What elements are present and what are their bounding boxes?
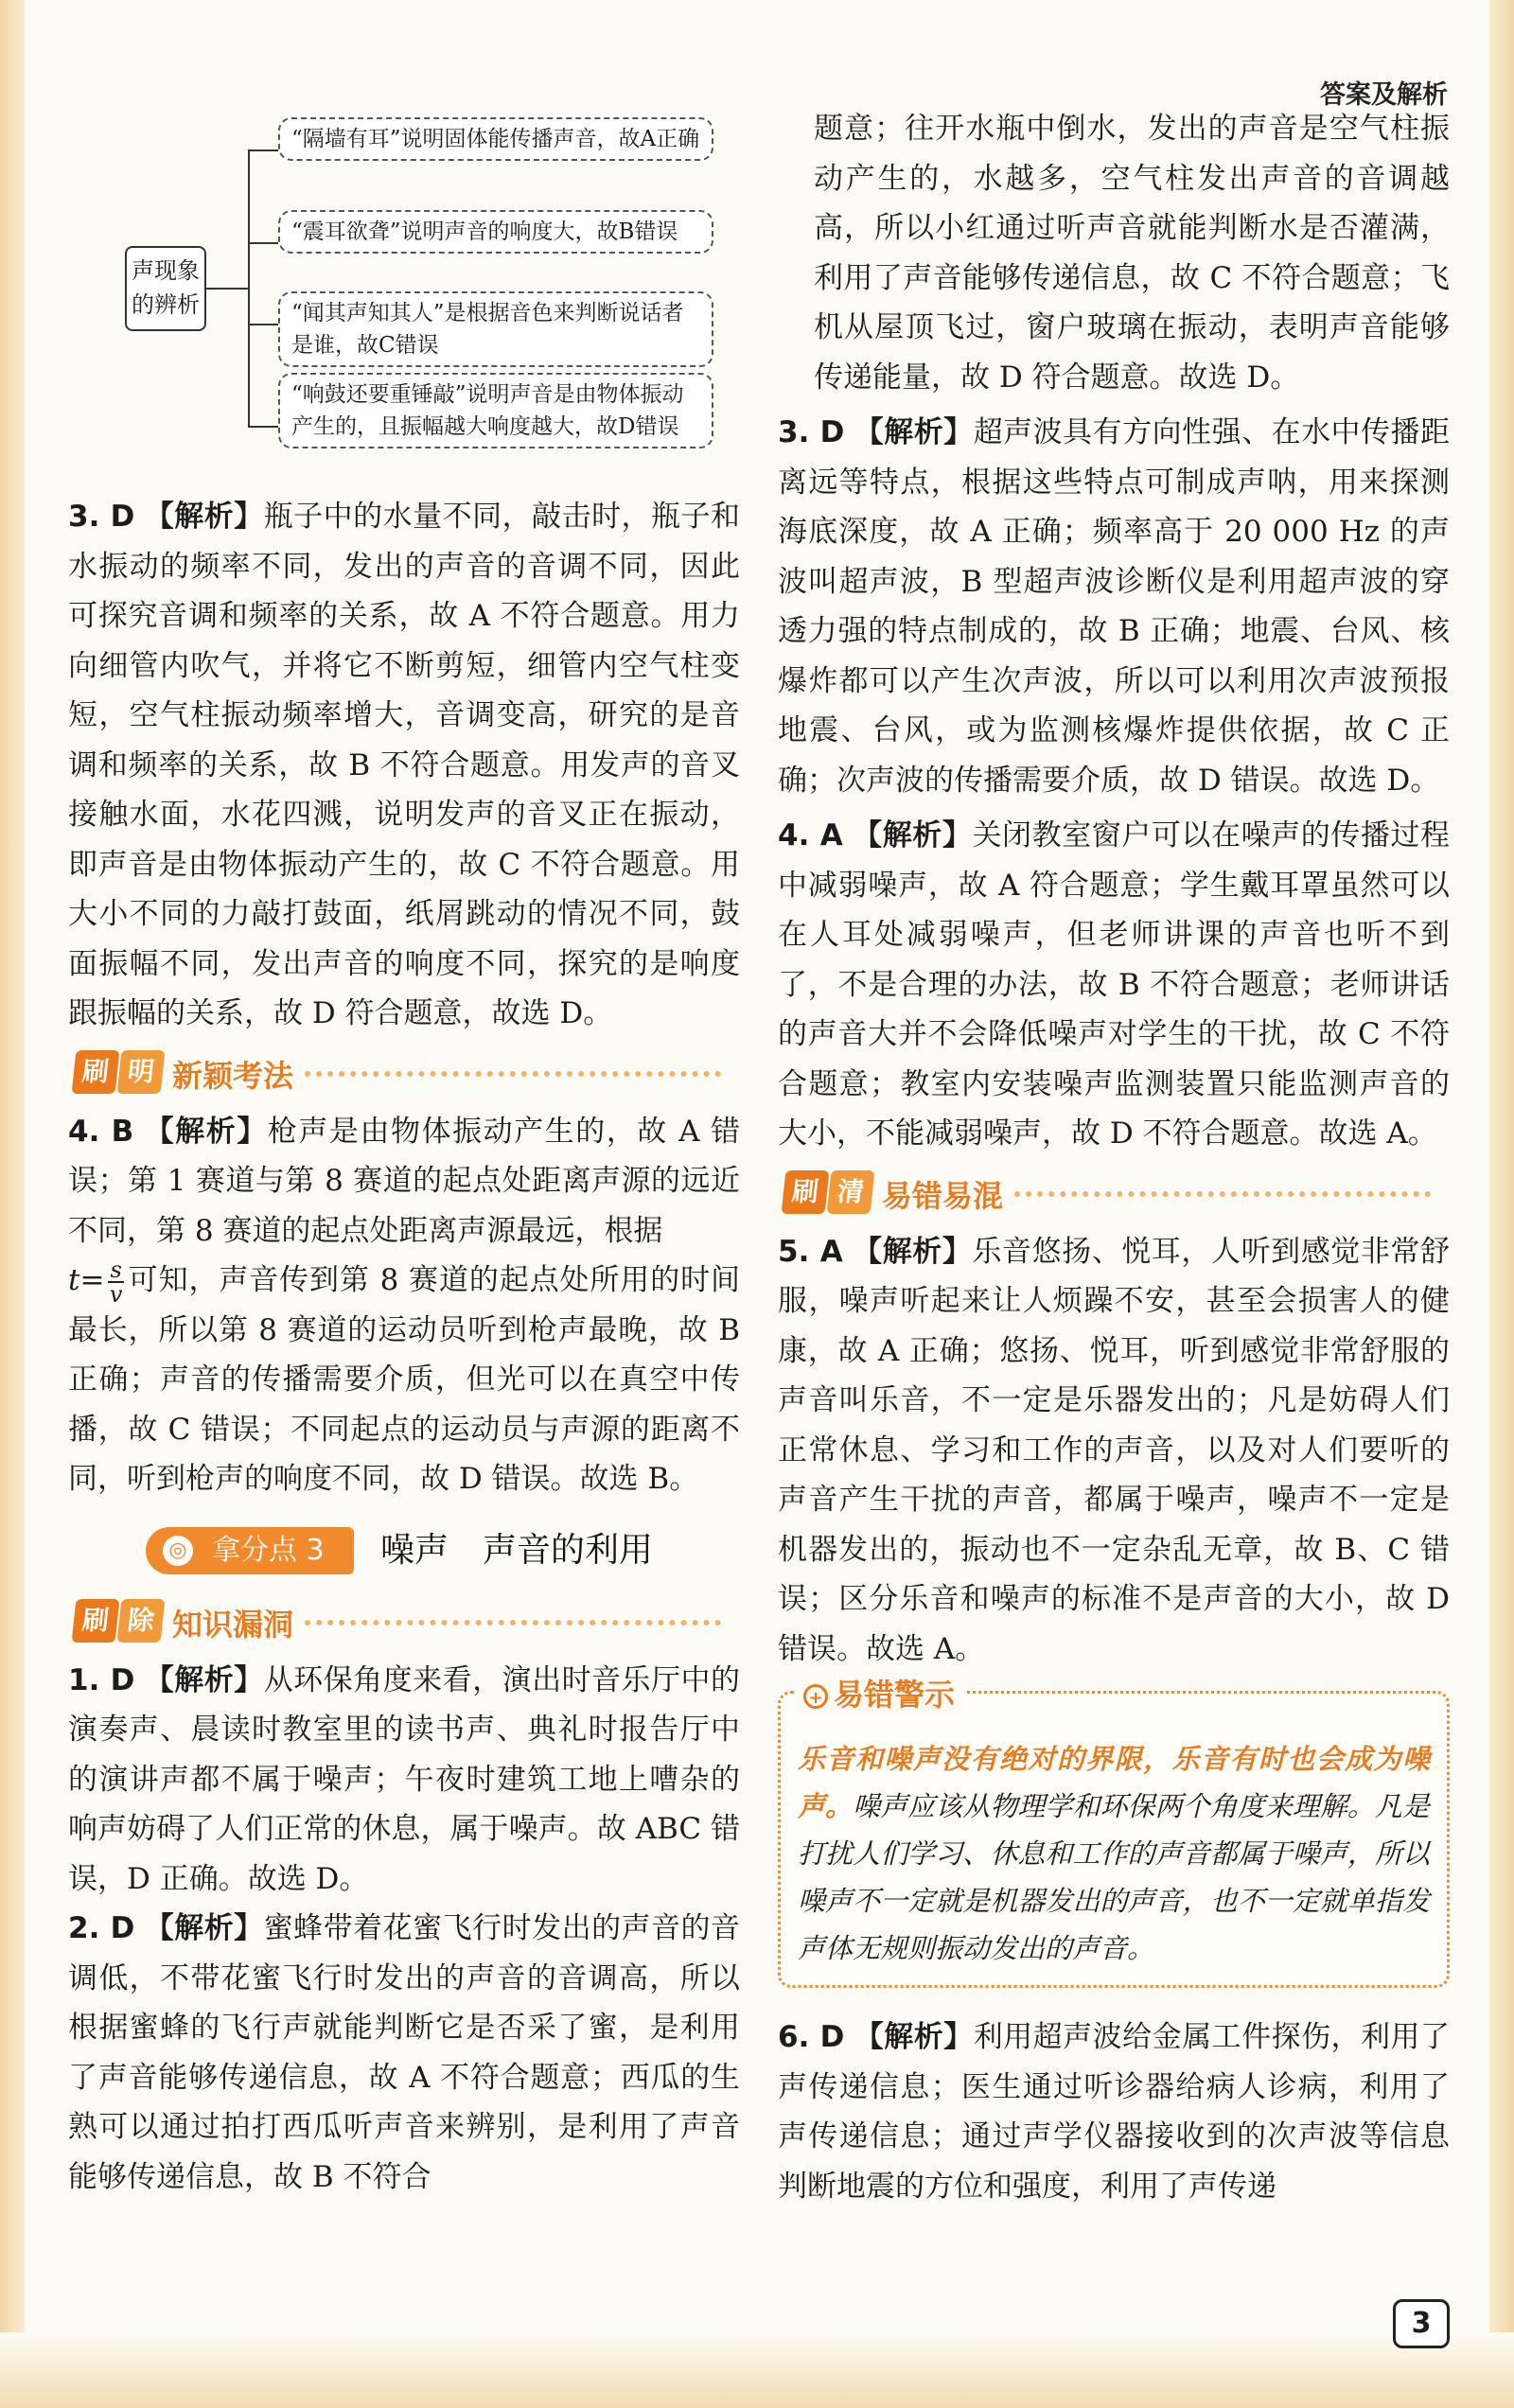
question-number: 4. B: [68, 1114, 134, 1149]
answer-text: 关闭教室窗户可以在噪声的传播过程中减弱噪声，故 A 符合题意；学生戴耳罩虽然可以在人耳处减弱噪声，但老师讲课的声音也听不到了，不是合理的办法，故 B 不符合题意；老师讲话的声音大并不会降低噪声对学生的干扰，故 C 不符合题意；教室内安装噪声监测装置只能监测声音的大小，不能减弱噪声，故 D 不符合题意。故选 A。: [778, 818, 1451, 1151]
banner-title: 新颖考法: [172, 1057, 294, 1094]
mind-map-connector: [248, 149, 278, 151]
answer-text: 从环保角度来看，演出时音乐厅中的演奏声、晨读时教室里的读书声、典礼时报告厅中的演讲声都不属于噪声；午夜时建筑工地上嘈杂的响声妨碍了人们正常的休息，属于噪声。故 ABC 错误，D 正确。故选 D。: [68, 1662, 741, 1896]
analysis-label: 【解析】: [144, 500, 264, 534]
formula-numerator: s: [110, 1256, 122, 1283]
question-number: 1. D: [68, 1662, 135, 1697]
banner-title: 知识漏洞: [172, 1606, 294, 1643]
mind-map: [68, 104, 740, 492]
banner-char-2: 明: [117, 1050, 166, 1094]
answer-3-left: [68, 492, 740, 1039]
right-column: [778, 104, 1450, 2211]
answer-4-right: [778, 811, 1450, 1159]
page-header: 答案及解析: [1320, 80, 1448, 110]
analysis-label: 【解析】: [854, 415, 974, 449]
formula-t: t: [68, 1263, 80, 1297]
answer-2-continued: 题意；往开水瓶中倒水，发出的声音是空气柱振动产生的，水越多，空气柱发出声音的音调越高，所以小红通过听声音就能判断水是否灌满，利用了声音能够传递信息，故 C 不符合题意；飞机从屋顶飞过，窗户玻璃在振动，表明声音能够传递能量，故 D 符合题意。故选 D。: [814, 112, 1450, 395]
formula-fraction: [108, 1258, 123, 1306]
knowledge-point-header: [68, 1518, 740, 1588]
knowledge-point-tag: [146, 1527, 354, 1574]
formula-denominator: v: [109, 1280, 123, 1308]
question-number: 4. A: [778, 818, 843, 852]
mind-map-branch: “隔墙有耳”说明固体能传播声音，故A正确: [278, 117, 713, 161]
mind-map-connector: [248, 426, 278, 428]
page-edge-bottom: [0, 2332, 1514, 2408]
analysis-label: 【解析】: [853, 818, 973, 852]
answer-6-right: [778, 2013, 1450, 2211]
answer-text: 可知，声音传到第 8 赛道的起点处所用的时间最长，所以第 8 赛道的运动员听到枪声最晚，故 B 正确；声音的传播需要介质，但光可以在真空中传播，故 C 错误；不同起点的运动员与声源的距离不同，听到枪声的响度不同，故 D 错误。故选 B。: [68, 1263, 740, 1496]
mind-map-branch: “闻其声知其人”是根据音色来判断说话者是谁，故C错误: [278, 291, 713, 367]
answer-text: 蜜蜂带着花蜜飞行时发出的声音的音调低，不带花蜜飞行时发出的声音的音调高，所以根据蜜蜂的飞行声就能判断它是否采了蜜，是利用了声音能够传递信息，故 A 不符合题意；西瓜的生熟可以通过拍打西瓜听声音来辨别，是利用了声音能够传递信息，故 B 不符合: [68, 1911, 741, 2194]
section-banner-error-prone: [778, 1167, 1450, 1218]
banner-char-2: 清: [827, 1170, 875, 1214]
page-edge-right: [1489, 0, 1514, 2408]
mind-map-connector: [206, 288, 248, 290]
section-banner-new-methods: [68, 1046, 740, 1098]
left-column: [68, 104, 740, 2202]
banner-char-1: 刷: [72, 1599, 120, 1643]
answer-1-left: [68, 1656, 740, 1905]
answer-5-right: [778, 1227, 1450, 1675]
page-edge-left: [0, 0, 25, 2408]
question-number: 2. D: [68, 1911, 135, 1945]
warning-text: [798, 1735, 1430, 1972]
mind-map-branch: “震耳欲聋”说明声音的响度大，故B错误: [278, 210, 713, 254]
banner-char-2: 除: [117, 1599, 166, 1643]
analysis-label: 【解析】: [144, 1911, 264, 1945]
banner-dots: [305, 1620, 721, 1631]
answer-text: 乐音悠扬、悦耳，人听到感觉非常舒服，噪声听起来让人烦躁不安，甚至会损害人的健康，故 A 正确；悠扬、悦耳，听到感觉非常舒服的声音叫乐音，不一定是乐器发出的；凡是妨碍人们正常休息、学习和工作的声音，以及对人们要听的声音产生干扰的声音，都属于噪声，噪声不一定是机器发出的，振动也不一定杂乱无章，故 B、C 错误；区分乐音和噪声的标准不是声音的大小，故 D 错误。故选 A。: [778, 1234, 1451, 1666]
mind-map-root: 声现象的辨析: [125, 246, 206, 331]
banner-char-1: 刷: [72, 1050, 120, 1094]
mind-map-connector: [248, 149, 250, 426]
answer-3-right: [778, 408, 1450, 805]
warning-icon: +: [803, 1684, 828, 1709]
answer-text: 枪声是由物体振动产生的，故 A 错误；第 1 赛道与第 8 赛道的起点处距离声源的远近不同，第 8 赛道的起点处距离声源最远，根据: [68, 1114, 740, 1248]
question-number: 6. D: [778, 2020, 845, 2054]
banner-dots: [305, 1071, 721, 1082]
question-number: 5. A: [778, 1234, 843, 1269]
banner-char-1: 刷: [782, 1170, 830, 1214]
answer-2-left: [68, 1904, 740, 2202]
answer-text: 瓶子中的水量不同，敲击时，瓶子和水振动的频率不同，发出的声音的音调不同，因此可探究音调和频率的关系，故 A 不符合题意。用力向细管内吹气，并将它不断剪短，细管内空气柱变短，空气柱振动频率增大，音调变高，研究的是音调和频率的关系，故 B 不符合题意。用发声的音叉接触水面，水花四溅，说明发声的音叉正在振动，即声音是由物体振动产生的，故 C 不符合题意。用大小不同的力敲打鼓面，纸屑跳动的情况不同，鼓面振幅不同，发出声音的响度不同，探究的是响度跟振幅的关系，故 D 符合题意，故选 D。: [68, 500, 741, 1030]
answer-text: 利用超声波给金属工件探伤，利用了声传递信息；医生通过听诊器给病人诊病，利用了声传递信息；通过声学仪器接收到的次声波等信息判断地震的方位和强度，利用了声传递: [778, 2020, 1451, 2204]
knowledge-point-title: 噪声 声音的利用: [380, 1530, 654, 1570]
analysis-label: 【解析】: [144, 1114, 268, 1149]
answer-4-left: 4. B 【解析】枪声是由物体振动产生的，故 A 错误；第 1 赛道与第 8 赛道的起点处距离声源的远近不同，第 8 赛道的起点处距离声源最远，根据 t= $\frac{s}{v}$ 可知，声音传到第 8 赛道的起点处所用的时间最长，所以第 8 赛道的运动员听到枪声最晚，故 B 正确；声音的传播需要介质，但光可以在真空中传播，故 C 错误；不同起点的运动员与声源的距离不同，听到枪声的响度不同，故 D 错误。故选 B。: [68, 1114, 740, 1496]
analysis-label: 【解析】: [854, 2020, 974, 2054]
banner-dots: [1014, 1191, 1431, 1203]
section-banner-knowledge-gaps: [68, 1595, 740, 1646]
mind-map-connector: [248, 242, 278, 244]
warning-box: [778, 1677, 1450, 1988]
mind-map-connector: [248, 324, 278, 325]
question-number: 3. D: [68, 500, 135, 534]
target-icon: ◎: [163, 1536, 193, 1566]
warning-header: [794, 1671, 964, 1714]
mind-map-branch: “响鼓还要重锤敲”说明声音是由物体振动产生的，且振幅越大响度越大，故D错误: [278, 373, 713, 448]
question-number: 3. D: [778, 415, 845, 449]
analysis-label: 【解析】: [144, 1662, 264, 1697]
page-number: 3: [1393, 2299, 1450, 2348]
warning-body: 噪声应该从物理学和环保两个角度来理解。凡是打扰人们学习、休息和工作的声音都属于噪声，所以噪声不一定就是机器发出的声音，也不一定就单指发声体无规则振动发出的声音。: [798, 1790, 1430, 1964]
banner-title: 易错易混: [882, 1177, 1004, 1214]
warning-highlight: 乐音和噪声没有绝对的界限，乐音有时也会成为噪声。: [798, 1743, 1430, 1822]
knowledge-point-label: 拿分点 3: [212, 1533, 325, 1567]
answer-text: 超声波具有方向性强、在水中传播距离远等特点，根据这些特点可制成声呐，用来探测海底深度，故 A 正确；频率高于 20 000 Hz 的声波叫超声波，B 型超声波诊断仪是利用超声波的穿透力强的特点制成的，故 B 正确；地震、台风、核爆炸都可以产生次声波，所以可以利用次声波预报地震、台风，或为监测核爆炸提供依据，故 C 正确；次声波的传播需要介质，故 D 错误。故选 D。: [778, 415, 1451, 798]
analysis-label: 【解析】: [853, 1234, 973, 1269]
warning-title: 易错警示: [834, 1677, 956, 1713]
